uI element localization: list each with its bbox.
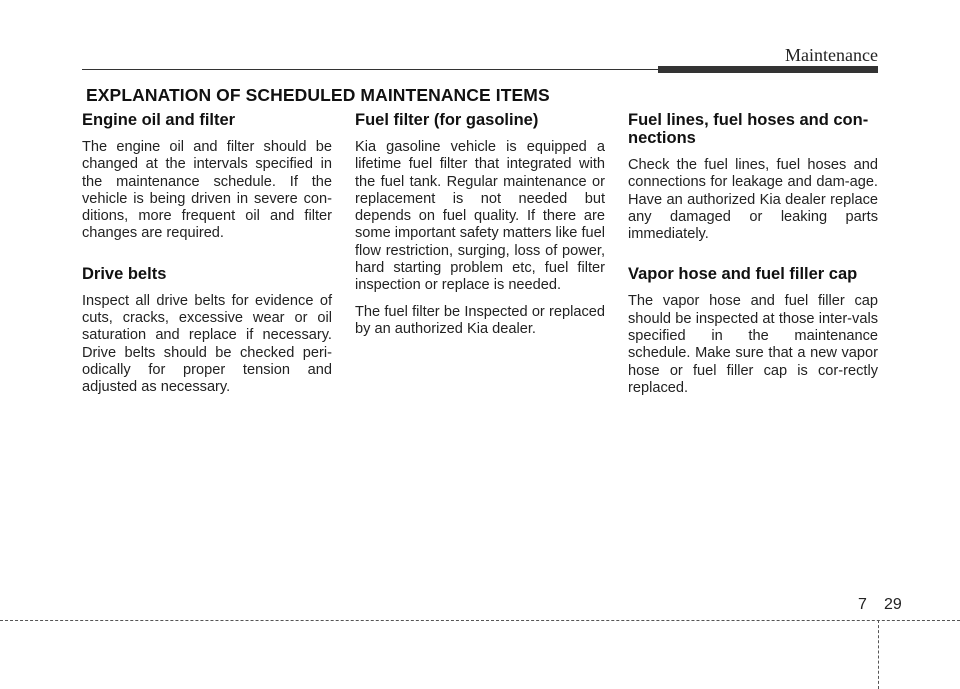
fuel-lines-block — [628, 111, 878, 243]
fuel-filter-text-2: The fuel filter be Inspected or replaced by an authorized Kia dealer. — [355, 303, 605, 337]
column-1 — [82, 111, 332, 419]
fuel-filter-text-1: Kia gasoline vehicle is equipped a lifetime fuel filter that integrated with the fuel tank. Regular maintenance or replacement is not needed but depends on fuel quality. If there are some important safety matters like fuel flow restriction, surging, loss of power, hard starting problem etc, fuel filter inspection or replace is needed. — [355, 139, 605, 294]
engine-oil-heading: Engine oil and filter — [82, 111, 236, 129]
engine-oil-text: The engine oil and filter should be changed at the intervals specified in the maintenance schedule. If the vehicle is being driven in severe con-ditions, more frequent oil and filter changes are required. — [82, 139, 332, 242]
drive-belts-block — [82, 265, 332, 397]
header-rule-thick — [658, 66, 878, 73]
vapor-hose-block — [628, 265, 878, 397]
vapor-hose-text: The vapor hose and fuel filler cap should be inspected at those inter-vals specified in the maintenance schedule. Make sure that a new vapor hose or fuel filler cap is cor-rectly replaced. — [628, 293, 878, 396]
fuel-lines-text: Check the fuel lines, fuel hoses and connections for leakage and dam-age. Have an authorized Kia dealer replace any damaged or leaking parts immediately. — [628, 157, 878, 243]
header-rule-thin — [82, 69, 662, 70]
column-3 — [628, 111, 878, 419]
footer-vertical-dashed-rule — [878, 620, 879, 689]
header-title: Maintenance — [785, 45, 878, 65]
fuel-lines-heading: Fuel lines, fuel hoses and con-nections — [628, 111, 869, 147]
engine-oil-block — [82, 111, 332, 243]
drive-belts-heading: Drive belts — [82, 264, 167, 283]
fuel-filter-heading: Fuel filter (for gasoline) — [355, 111, 539, 129]
page-number: 29 — [884, 596, 902, 613]
section-title: EXPLANATION OF SCHEDULED MAINTENANCE ITEMS — [86, 85, 550, 105]
drive-belts-text: Inspect all drive belts for evidence of cuts, cracks, excessive wear or oil saturation and replace if necessary. Drive belts should be checked peri-odically for proper tension and adjusted as necessary. — [82, 292, 332, 396]
page-chapter: 7 — [858, 596, 867, 613]
vapor-hose-heading: Vapor hose and fuel filler cap — [628, 265, 858, 284]
fuel-filter-block — [355, 111, 605, 338]
footer-dashed-rule — [0, 620, 960, 621]
column-2 — [355, 111, 605, 360]
